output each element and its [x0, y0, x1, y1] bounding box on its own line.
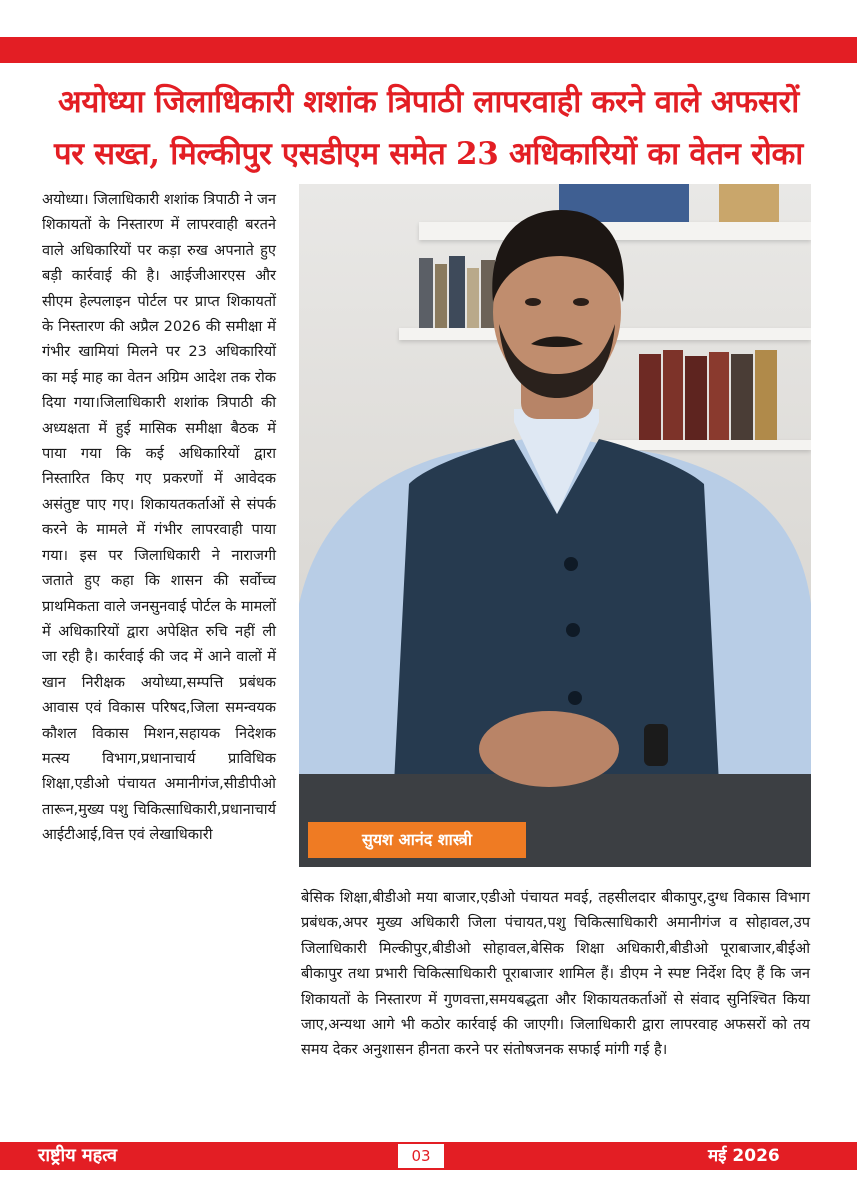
watch-shape — [644, 724, 668, 766]
headline-line-1: अयोध्या जिलाधिकारी शशांक त्रिपाठी लापरवाही करने वाले अफसरों — [58, 84, 799, 120]
photo-caption: सुयश आनंद शास्त्री — [308, 822, 526, 858]
headline-line-2: पर सख्त, मिल्कीपुर एसडीएम समेत 23 अधिकारियों का वेतन रोका — [53, 136, 804, 172]
article-left-column: अयोध्या। जिलाधिकारी शशांक त्रिपाठी ने जन शिकायतों के निस्तारण में लापरवाही बरतने वाले अधिकारियों पर कड़ा रुख अपनाते हुए बड़ी कार्रवाई की है। आईजीआरएस और सीएम हेल्पलाइन पोर्टल पर प्राप्त शिकायतों के निस्तारण की अप्रैल 2026 की समीक्षा में गंभीर खामियां मिलने पर 23 अधिकारियों का मई माह का वेतन अग्रिम आदेश तक रोक दिया गया।जिलाधिकारी शशांक त्रिपाठी की अध्यक्षता में हुई मासिक समीक्षा बैठक में पाया गया कि कई अधिकारियों द्वारा निस्तारित किए गए प्रकरणों में आवेदक असंतुष्ट पाए गए। शिकायतकर्ताओं से संपर्क करने के मामले में गंभीर लापरवाही पाया गया। इस पर जिलाधिकारी ने नाराजगी जताते हुए कहा कि शासन की सर्वोच्च प्राथमिकता वाले जनसुनवाई पोर्टल के मामलों में अधिकारियों द्वारा अपेक्षित रुचि नहीं ली जा रही है। कार्रवाई की जद में आने वालों में खान निरीक्षक अयोध्या,सम्पत्ति प्रबंधक आवास एवं विकास परिषद,जिला समन्वयक कौशल विकास मिशन,सहायक निदेशक मत्स्य विभाग,प्रधानाचार्य प्राविधिक शिक्षा,एडीओ पंचायत अमानीगंज,सीडीपीओ तारून,मुख्य पशु चिकित्साधिकारी,प्रधानाचार्य आईटीआई,वित्त एवं लेखाधिकारी — [42, 191, 276, 844]
headline — [20, 76, 837, 180]
hands-shape — [479, 711, 619, 787]
button-2 — [566, 623, 580, 637]
left-eye — [525, 298, 541, 306]
person-figure — [299, 184, 811, 867]
issue-date: मई 2026 — [708, 1146, 780, 1166]
publication-name: राष्ट्रीय महत्व — [38, 1145, 118, 1166]
right-eye — [573, 298, 589, 306]
article-photo — [299, 184, 811, 867]
page-number: 03 — [398, 1144, 444, 1168]
button-1 — [564, 557, 578, 571]
article-right-column: बेसिक शिक्षा,बीडीओ मया बाजार,एडीओ पंचायत मवई, तहसीलदार बीकापुर,दुग्ध विकास विभाग प्रबंधक,अपर मुख्य अधिकारी जिला पंचायत,पशु चिकित्साधिकारी अमानीगंज व सोहावल,उप जिलाधिकारी मिल्कीपुर,बीडीओ सोहावल,बेसिक शिक्षा अधिकारी,बीडीओ पूराबाजार,बीईओ बीकापुर तथा प्रभारी चिकित्साधिकारी पूराबाजार शामिल हैं। डीएम ने स्पष्ट निर्देश दिए हैं कि जन शिकायतों के निस्तारण में गुणवत्ता,समयबद्धता और शिकायतकर्ताओं से संवाद सुनिश्चित किया जाए,अन्यथा आगे भी कठोर कार्रवाई की जाएगी। जिलाधिकारी द्वारा लापरवाह अफसरों को तय समय देकर अनुशासन हीनता करने पर संतोषजनक सफाई मांगी गई है। — [301, 889, 810, 1059]
top-red-bar — [0, 37, 857, 63]
button-3 — [568, 691, 582, 705]
